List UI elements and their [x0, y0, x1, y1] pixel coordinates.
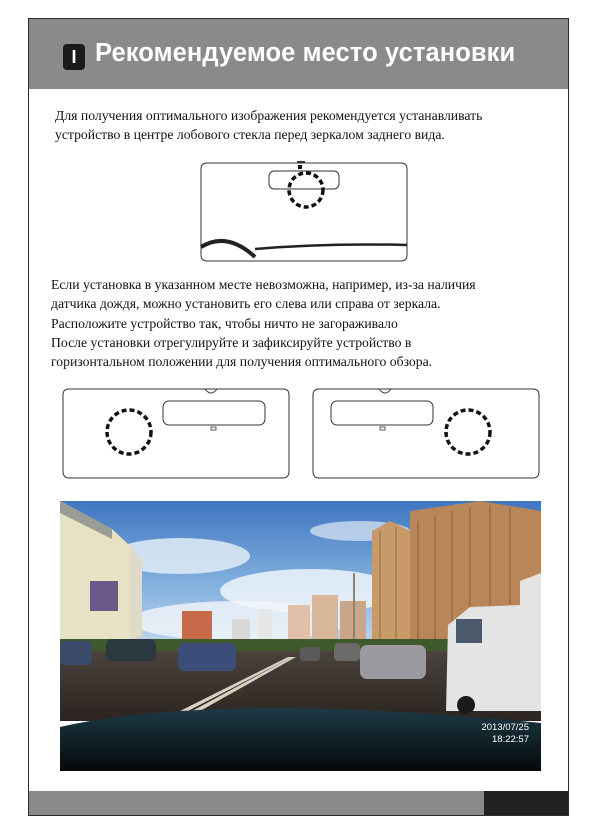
rear-view-mirror [163, 401, 265, 425]
car [334, 643, 360, 661]
device-position-marker [289, 173, 323, 207]
mirror-sensor [380, 427, 385, 430]
windshield-outline [63, 389, 289, 478]
timestamp-time: 18:22:57 [492, 734, 529, 745]
footer-accent-block [484, 791, 568, 815]
mirror-mount [297, 161, 305, 163]
van-window [456, 619, 482, 643]
dashcam-timestamp [481, 722, 529, 746]
windshield-right-mount-diagram [311, 385, 541, 481]
mirror-mount [379, 389, 391, 393]
rear-view-mirror [331, 401, 433, 425]
mirror-sensor [211, 427, 216, 430]
windshield-left-mount-diagram [61, 385, 291, 481]
dashcam-scene-image [60, 501, 541, 771]
dashboard-curve [201, 241, 255, 257]
device-position-marker [107, 410, 151, 454]
alternative-line: Расположите устройство так, чтобы ничто не загораживало [51, 315, 398, 331]
section-title: Рекомендуемое место установки [95, 39, 516, 67]
section-number-badge: I [63, 44, 85, 70]
mirror-mount-dot [298, 165, 302, 169]
rear-view-mirror [269, 171, 339, 189]
alternative-paragraph [51, 275, 476, 371]
car-hood [60, 708, 541, 771]
dashcam-sample-photo [60, 501, 541, 771]
timestamp-date: 2013/07/25 [481, 722, 529, 733]
alternative-line: горизонтальном положении для получения оптимального обзора. [51, 354, 433, 370]
antenna-tower [353, 573, 355, 647]
alternative-line: После установки отрегулируйте и зафиксируйте устройство в [51, 334, 412, 350]
car [360, 645, 426, 679]
section-header [29, 19, 568, 89]
windshield-center-mount-diagram [197, 157, 411, 263]
device-position-marker [446, 410, 490, 454]
car [106, 639, 156, 661]
intro-line: Для получения оптимального изображения рекомендуется устанавливать [55, 108, 483, 123]
alternative-line: Если установка в указанном месте невозможна, например, из-за наличия [51, 277, 476, 292]
intro-paragraph [55, 106, 482, 145]
van-wheel [457, 696, 475, 714]
manual-page [28, 18, 569, 816]
alternative-line: датчика дождя, можно установить его слева или справа от зеркала. [51, 296, 441, 312]
intro-line: устройство в центре лобового стекла перед зеркалом заднего вида. [55, 127, 445, 143]
page-footer-bar [29, 791, 568, 815]
mirror-mount [205, 389, 217, 393]
windshield-outline [313, 389, 539, 478]
dashboard-line [255, 245, 407, 250]
car [300, 647, 320, 661]
car [60, 641, 92, 665]
left-building-sign [90, 581, 118, 611]
left-building-far [130, 546, 142, 641]
car [178, 643, 236, 671]
